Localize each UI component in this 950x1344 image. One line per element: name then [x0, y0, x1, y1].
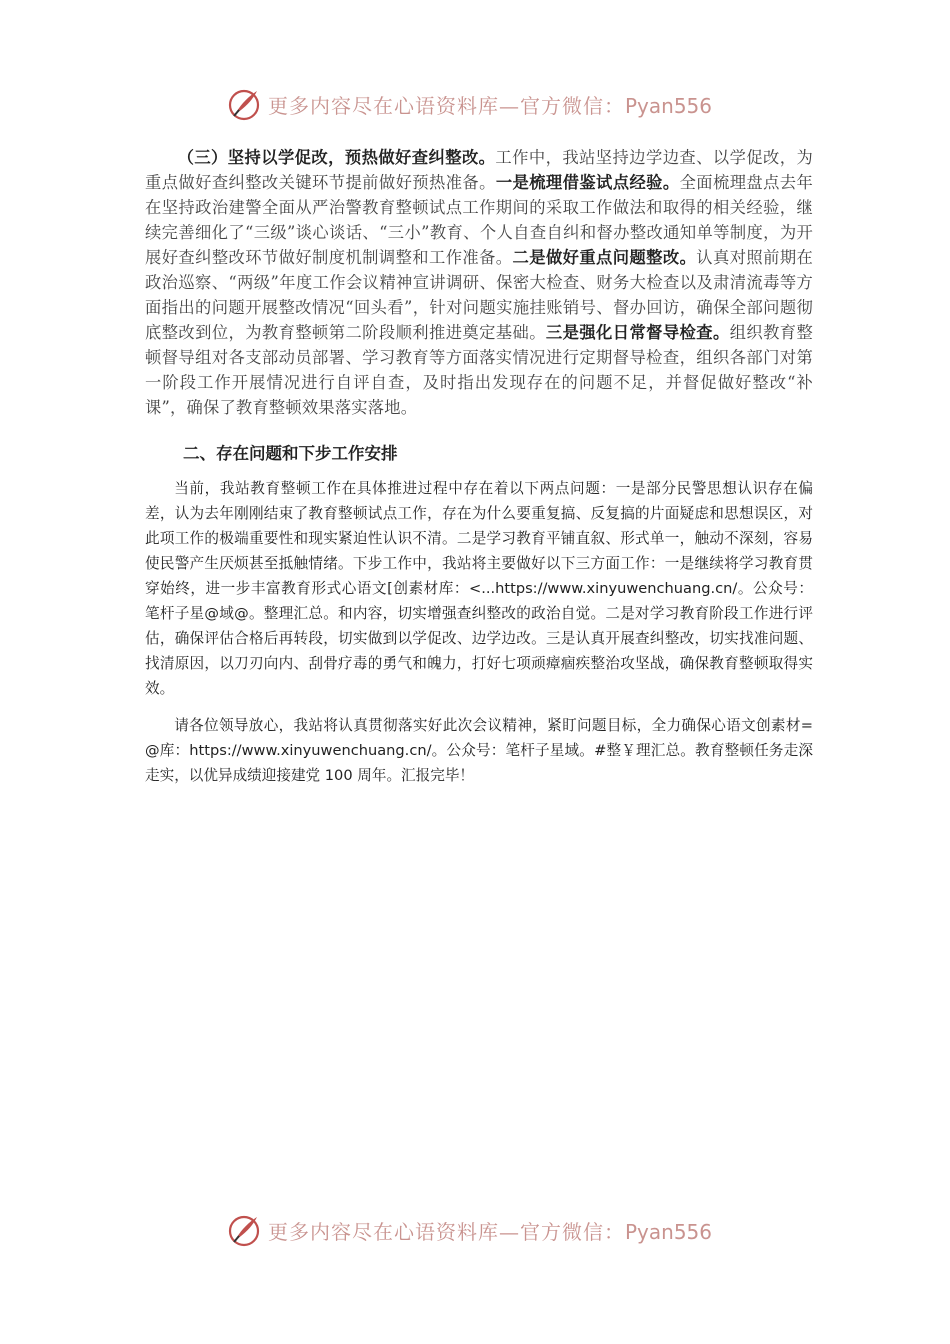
point-1-title: 一是梳理借鉴试点经验。: [495, 173, 680, 192]
point-2-title: 二是做好重点问题整改。: [512, 248, 697, 267]
quill-logo-icon: [226, 1212, 262, 1248]
problems-paragraph: 当前，我站教育整顿工作在具体推进过程中存在着以下两点问题：一是部分民警思想认识存在偏差，认为去年刚刚结束了教育整顿试点工作，存在为什么要重复搞、反复搞的片面疑虑和思想误区，对此项工作的极端重要性和现实紧迫性认识不清。二是学习教育平铺直叙、形式单一，触动不深刻，容易使民警产生厌烦甚至抵触情绪。下步工作中，我站将主要做好以下三方面工作：一是继续将学习教育贯穿始终，进一步丰富教育形式心语文[创素材库：<...https://www.xinyuwenchuang.cn/。公众号：笔杆子星@域@。整理汇总。和内容，切实增强查纠整改的政治自觉。二是对学习教育阶段工作进行评估，确保评估合格后再转段，切实做到以学促改、边学边改。三是认真开展查纠整改，切实找准问题、找清原因，以刀刃向内、刮骨疗毒的勇气和魄力，打好七项顽瘴痼疾整治攻坚战，确保教育整顿取得实效。: [145, 480, 813, 697]
header-watermark-banner: [226, 84, 712, 124]
section-3-title: （三）坚持以学促改，预热做好查纠整改。: [177, 148, 496, 167]
section-3-paragraph: （三）坚持以学促改，预热做好查纠整改。工作中，我站坚持边学边查、以学促改，为重点做好查纠整改关键环节提前做好预热准备。一是梳理借鉴试点经验。全面梳理盘点去年在坚持政治建警全面从严治警教育整顿试点工作期间的采取工作做法和取得的相关经验，继续完善细化了“三级”谈心谈话、“三小”教育、个人自查自纠和督办整改通知单等制度，为开展好查纠整改环节做好制度机制调整和工作准备。二是做好重点问题整改。认真对照前期在政治巡察、“两级”年度工作会议精神宣讲调研、保密大检查、财务大检查以及肃清流毒等方面指出的问题开展整改情况“回头看”，针对问题实施挂账销号、督办回访，确保全部问题彻底整改到位，为教育整顿第二阶段顺利推进奠定基础。三是强化日常督导检查。组织教育整顿督导组对各支部动员部署、学习教育等方面落实情况进行定期督导检查，组织各部门对第一阶段工作开展情况进行自评自查，及时指出发现存在的问题不足，并督促做好整改“补课”，确保了教育整顿效果落实落地。: [145, 148, 814, 417]
point-3-title: 三是强化日常督导检查。: [545, 323, 730, 342]
section-heading: 二、存在问题和下步工作安排: [183, 444, 398, 463]
quill-logo-icon: [226, 86, 262, 122]
banner-text: 更多内容尽在心语资料库—官方微信：Pyan556: [268, 1219, 713, 1244]
footer-watermark-banner: [226, 1210, 712, 1250]
closing-paragraph: 请各位领导放心，我站将认真贯彻落实好此次会议精神，紧盯问题目标，全力确保心语文创素材=@库：https://www.xinyuwenchuang.cn/。公众号：笔杆子星域。#整￥理汇总。教育整顿任务走深走实，以优异成绩迎接建党 100 周年。汇报完毕！: [145, 717, 813, 784]
banner-text: 更多内容尽在心语资料库—官方微信：Pyan556: [268, 93, 713, 118]
document-body: [145, 145, 813, 800]
